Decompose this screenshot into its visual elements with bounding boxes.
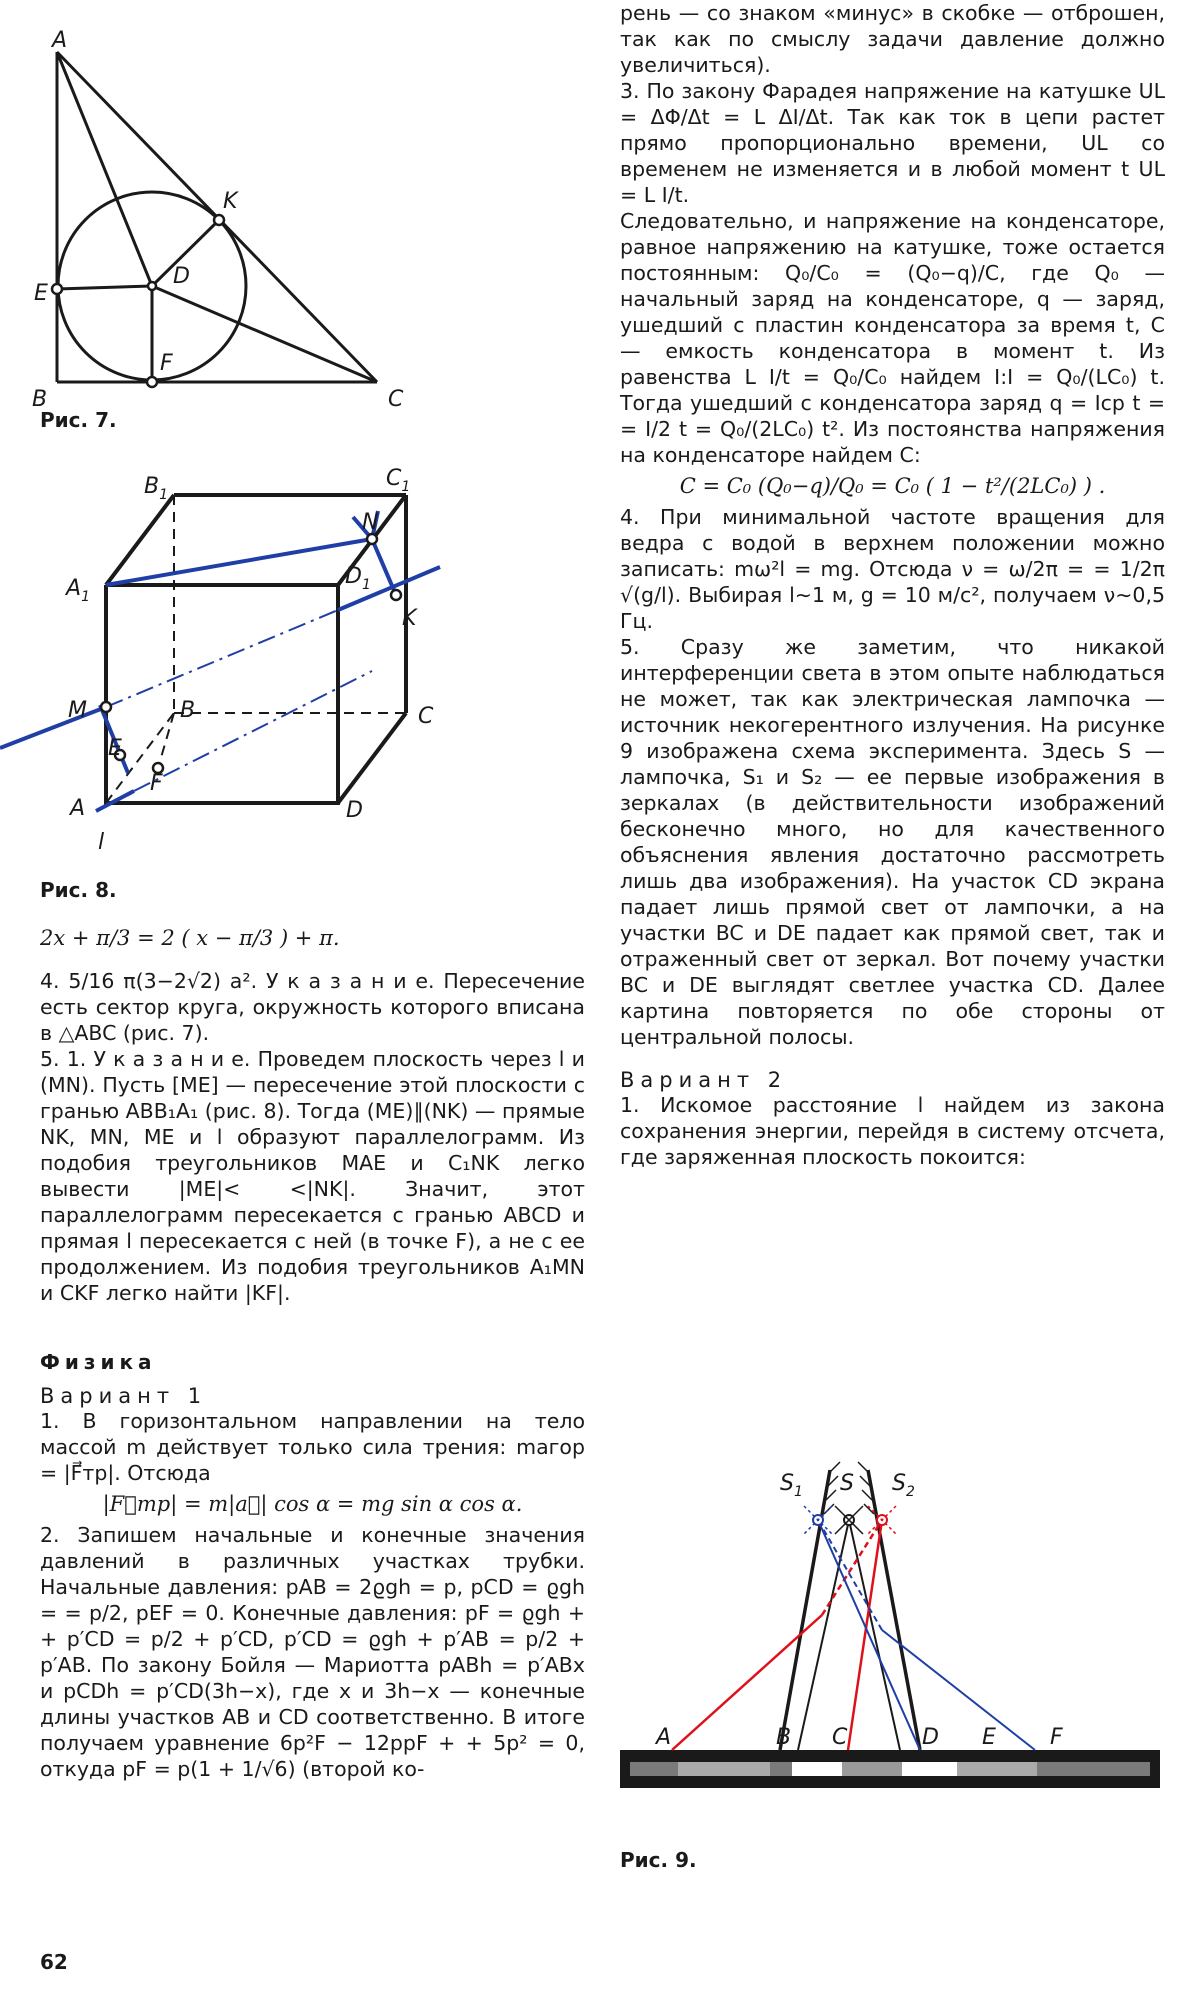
physics-answer-2: 2. Запишем начальные и конечные значения давлений в различных участках трубки. Начальные давления: pAB = 2ϱgh = p, pCD = ϱgh = = p/2, pEF = 0. Конечные давления: pF = ϱgh + + p′CD = p/2 + p′CD, p′CD = ϱgh + p′AB = p/2 + p′AB. По закону Бойля — Мариотта pABh = p′ABx и pCDh = p′CD(3h−x), где x и 3h−x — конечные длины участков AB и CD соответственно. В итоге получаем уравнение 6p²F − 12ppF + + 5p² = 0, откуда pF = p(1 + 1/√6) (второй ко-: [40, 1523, 585, 1781]
variant-2-answer-1: 1. Искомое расстояние l найдем из закона сохранения энергии, перейдя в систему отсчета, где заряженная плоскость покоится:: [620, 1093, 1165, 1169]
segment-dc: [152, 286, 377, 382]
physics-title: Физика: [40, 1350, 157, 1374]
variant-1-heading: Вариант 1: [40, 1384, 208, 1408]
label-s1: $S_1$: [780, 1471, 803, 1500]
label-c: C: [388, 387, 404, 412]
physics-answer-3a: 3. По закону Фарадея напряжение на катушке UL = ΔΦ/Δt = L ΔI/Δt. Так как ток в цепи растет прямо пропорционально времени, UL со временем не изменяется и в любой момент t UL = L I/t.: [620, 79, 1165, 207]
variant-2-heading: Вариант 2: [620, 1068, 788, 1092]
math-answer-5: 5. 1. У к а з а н и е. Проведем плоскость через l и (MN). Пусть [ME] — пересечение этой плоскости с гранью ABB₁A₁ (рис. 8). Тогда (ME)∥(NK) — прямые NK, MN, ME и l образуют параллелограмм. Из подобия треугольников MAE и C₁NK легко вывести |ME|< <|NK|. Значит, этот параллелограмм пересекается с гранью ABCD и прямая l пересекается с ней (в точке F), а не с ее продолжением. Из подобия треугольников A₁MN и CKF легко найти |KF|.: [40, 1047, 585, 1305]
left-text-block: [40, 920, 585, 1782]
point-m: [101, 702, 111, 712]
band-cd: [842, 1762, 902, 1776]
label-a: A: [70, 796, 86, 821]
line-l-dashdot-upper: [106, 610, 338, 707]
blue-reflected-ray: [882, 1630, 1035, 1750]
label-d: D: [173, 264, 190, 289]
physics-answer-3b: Следовательно, и напряжение на конденсаторе, равное напряжению на катушке, тоже остается постоянным: Q₀/C₀ = (Q₀−q)/C, где Q₀ — начальный заряд на конденсаторе, q — заряд, ушедший с пластин конденсатора за время t, C — емкость конденсатора в момент t. Из равенства L I/t = Q₀/C₀ найдем I:I = Q₀/(LC₀) t. Тогда ушедший с конденсатора заряд q = Iср t = = I/2 t = Q₀/(2LC₀) t². Из постоянства напряжения на конденсаторе найдем C:: [620, 209, 1165, 467]
label-c1: $C_1$: [386, 466, 411, 495]
label-e: E: [982, 1725, 996, 1750]
label-d: D: [922, 1725, 939, 1750]
bright-band-bc: [792, 1762, 842, 1776]
point-f: [147, 377, 157, 387]
point-n: [367, 534, 377, 544]
label-d: D: [346, 798, 363, 823]
label-f: F: [160, 351, 173, 376]
label-k: K: [402, 606, 417, 631]
capacitance-equation: C = C₀ (Q₀−q)/Q₀ = C₀ ( 1 − t²/(2LC₀) ) .: [679, 474, 1106, 498]
ray-s-left: [798, 1520, 849, 1750]
label-b1: $B_1$: [144, 474, 169, 503]
cube-front-face: [106, 585, 338, 803]
label-a: A: [52, 28, 68, 53]
label-l: l: [98, 830, 105, 855]
continuation-text: рень — со знаком «минус» в скобке — отброшен, так как по смыслу задачи давление должно увеличиться).: [620, 1, 1165, 77]
equation-2x: 2x + π/3 = 2 ( x − π/3 ) + π.: [40, 926, 340, 950]
label-e: E: [108, 736, 122, 761]
point-k: [391, 590, 401, 600]
hidden-segment-f: [158, 713, 174, 768]
label-m: M: [68, 698, 87, 723]
label-a1: $A_1$: [66, 576, 90, 605]
ray-s-right: [849, 1520, 900, 1750]
label-s2: $S_2$: [892, 1471, 915, 1500]
mirror-left: [780, 1470, 830, 1750]
label-e: E: [34, 281, 48, 306]
label-b: B: [180, 698, 196, 723]
segment-ed: [57, 286, 152, 289]
red-reflected-ray: [672, 1615, 822, 1750]
figure-9: [620, 1460, 1165, 1830]
point-k: [214, 215, 224, 225]
point-d: [148, 282, 156, 290]
label-f: F: [150, 771, 163, 796]
red-ray-to-c: [848, 1520, 882, 1750]
label-f: F: [1050, 1725, 1063, 1750]
segment-ad: [57, 52, 152, 286]
mirror-right: [868, 1470, 920, 1750]
figure-8: [0, 455, 440, 855]
label-b: B: [776, 1725, 792, 1750]
point-e: [52, 284, 62, 294]
label-c: C: [418, 704, 434, 729]
right-text-block: [620, 0, 1165, 1170]
physics-answer-1: 1. В горизонтальном направлении на тело массой m действует только сила трения: maгор = |F⃗тр|. Отсюда: [40, 1409, 585, 1485]
fig8-caption: Рис. 8.: [40, 878, 117, 902]
blue-ray-to-d: [818, 1520, 920, 1750]
fig9-caption: Рис. 9.: [620, 1848, 697, 1872]
edge-a1-b1: [106, 495, 174, 585]
math-answer-4: 4. 5/16 π(3−2√2) a². У к а з а н и е. Пересечение есть сектор круга, окружность которого вписана в △ABC (рис. 7).: [40, 969, 585, 1045]
friction-equation: |F⃗тр| = m|a⃗| cos α = mg sin α cos α.: [102, 1492, 523, 1516]
edge-d-c: [338, 713, 406, 803]
segment-a1-n: [106, 539, 372, 585]
label-b: B: [32, 387, 48, 412]
label-a: A: [656, 1725, 672, 1750]
page-number: 62: [40, 1950, 68, 1974]
label-k: K: [223, 189, 238, 214]
line-l-left: [0, 707, 106, 748]
figure-7: [32, 28, 460, 420]
label-s: S: [840, 1471, 854, 1496]
bright-band-de: [902, 1762, 957, 1776]
physics-answer-5: 5. Сразу же заметим, что никакой интерференции света в этом опыте наблюдаться не может, так как электрическая лампочка — источник некогерентного излучения. На рисунке 9 изображена схема эксперимента. Здесь S — лампочка, S₁ и S₂ — ее первые изображения в зеркалах (в действительности изображений бесконечно много, но для качественного объяснения явления достаточно рассмотреть лишь два изображения). На участок CD экрана падает лишь прямой свет от лампочки, а на участки BC и DE падает как прямой свет, так и отраженный свет от зеркал. Вот почему участки BC и DE выглядят светлее участка CD. Далее картина повторяется по обе стороны от центральной полосы.: [620, 635, 1165, 1049]
label-d1: $D_1$: [345, 564, 371, 593]
physics-answer-4: 4. При минимальной частоте вращения для ведра с водой в верхнем положении можно записать: mω²l = mg. Отсюда ν = ω/2π = = 1/2π √(g/l). Выбирая l∼1 м, g = 10 м/с², получаем ν∼0,5 Гц.: [620, 505, 1165, 633]
label-c: C: [832, 1725, 848, 1750]
fig7-caption: Рис. 7.: [40, 408, 117, 432]
label-n: N: [362, 510, 379, 535]
